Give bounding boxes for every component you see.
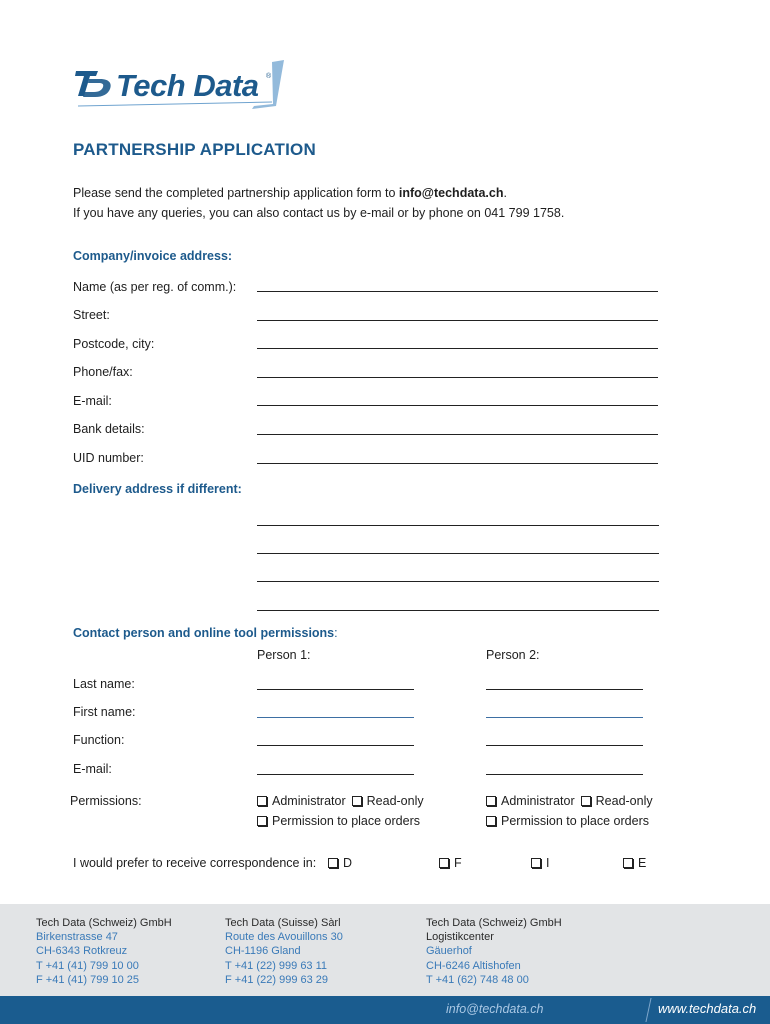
checkbox-icon xyxy=(531,858,541,868)
checkbox-icon xyxy=(581,796,591,806)
field-label-street: Street: xyxy=(73,308,110,322)
field-label-phone: Phone/fax: xyxy=(73,365,133,379)
person-2-header: Person 2: xyxy=(486,648,540,662)
person-1-function-line[interactable] xyxy=(257,745,414,746)
person-1-email-line[interactable] xyxy=(257,774,414,775)
person-2-permissions-row-2 xyxy=(486,814,655,828)
person-2-readonly-option[interactable]: Read-only xyxy=(581,794,653,808)
person-1-header: Person 1: xyxy=(257,648,311,662)
intro-line-2: If you have any queries, you can also contact us by e-mail or by phone on 041 799 1758. xyxy=(73,206,565,220)
delivery-line-1[interactable] xyxy=(257,525,659,526)
footer-address-altishofen: Tech Data (Schweiz) GmbH Logistikcenter Gäuerhof CH-6246 Altishofen T +41 (62) 748 48 00 xyxy=(426,917,562,986)
person-1-first-name-line[interactable] xyxy=(257,717,414,718)
field-label-uid: UID number: xyxy=(73,451,144,465)
checkbox-icon xyxy=(623,858,633,868)
person-2-function-line[interactable] xyxy=(486,745,643,746)
delivery-line-4[interactable] xyxy=(257,610,659,611)
field-line-email[interactable] xyxy=(257,405,658,406)
logo-wordmark: Tech Data xyxy=(116,68,259,103)
company-section-heading: Company/invoice address: xyxy=(73,249,233,263)
checkbox-icon xyxy=(328,858,338,868)
checkbox-icon xyxy=(486,796,496,806)
language-option-d[interactable]: D xyxy=(328,856,352,870)
delivery-line-2[interactable] xyxy=(257,553,659,554)
person-1-readonly-option[interactable]: Read-only xyxy=(352,794,424,808)
correspondence-label: I would prefer to receive correspondence in: xyxy=(73,856,317,870)
permissions-label: Permissions: xyxy=(70,794,142,808)
person-1-permissions-row-1 xyxy=(257,794,430,808)
language-option-e[interactable]: E xyxy=(623,856,646,870)
intro-line-1: Please send the completed partnership application form to info@techdata.ch. xyxy=(73,186,507,200)
field-line-street[interactable] xyxy=(257,320,658,321)
person-1-orders-option[interactable]: Permission to place orders xyxy=(257,814,420,828)
delivery-line-3[interactable] xyxy=(257,581,659,582)
language-option-i[interactable]: I xyxy=(531,856,549,870)
footer-bar xyxy=(0,996,770,1024)
checkbox-icon xyxy=(257,796,267,806)
contact-label-first-name: First name: xyxy=(73,705,136,719)
footer-website-link[interactable]: www.techdata.ch xyxy=(658,1001,757,1016)
footer-address-rotkreuz: Tech Data (Schweiz) GmbH Birkenstrasse 47 CH-6343 Rotkreuz T +41 (41) 799 10 00 F +41 (41) 799 10 25 xyxy=(36,917,172,986)
person-1-last-name-line[interactable] xyxy=(257,689,414,690)
tech-data-logo xyxy=(72,60,287,112)
field-line-uid[interactable] xyxy=(257,463,658,464)
field-line-phone[interactable] xyxy=(257,377,658,378)
field-label-postcode: Postcode, city: xyxy=(73,337,155,351)
contact-label-function: Function: xyxy=(73,733,125,747)
checkbox-icon xyxy=(352,796,362,806)
checkbox-icon xyxy=(486,816,496,826)
person-1-admin-option[interactable]: Administrator xyxy=(257,794,346,808)
person-2-last-name-line[interactable] xyxy=(486,689,643,690)
svg-text:®: ® xyxy=(266,73,272,80)
person-2-orders-option[interactable]: Permission to place orders xyxy=(486,814,649,828)
contact-section-heading: Contact person and online tool permissions: xyxy=(73,626,338,640)
field-line-postcode[interactable] xyxy=(257,348,658,349)
person-1-permissions-row-2 xyxy=(257,814,426,828)
person-2-first-name-line[interactable] xyxy=(486,717,643,718)
person-2-admin-option[interactable]: Administrator xyxy=(486,794,575,808)
person-2-permissions-row-1 xyxy=(486,794,659,808)
contact-label-email: E-mail: xyxy=(73,762,112,776)
delivery-section-heading: Delivery address if different: xyxy=(73,482,242,496)
field-label-name: Name (as per reg. of comm.): xyxy=(73,280,237,294)
checkbox-icon xyxy=(439,858,449,868)
field-line-bank[interactable] xyxy=(257,434,658,435)
page-title: PARTNERSHIP APPLICATION xyxy=(73,140,316,159)
field-label-email: E-mail: xyxy=(73,394,112,408)
contact-email-link[interactable]: info@techdata.ch xyxy=(398,186,504,200)
contact-label-last-name: Last name: xyxy=(73,677,135,691)
checkbox-icon xyxy=(257,816,267,826)
field-line-name[interactable] xyxy=(257,291,658,292)
person-2-email-line[interactable] xyxy=(486,774,643,775)
footer-address-gland: Tech Data (Suisse) Sàrl Route des Avouillons 30 CH-1196 Gland T +41 (22) 999 63 11 F +41 (22) 999 63 29 xyxy=(225,917,343,986)
field-label-bank: Bank details: xyxy=(73,422,145,436)
footer-email-link[interactable]: info@techdata.ch xyxy=(446,1002,544,1016)
language-option-f[interactable]: F xyxy=(439,856,462,870)
